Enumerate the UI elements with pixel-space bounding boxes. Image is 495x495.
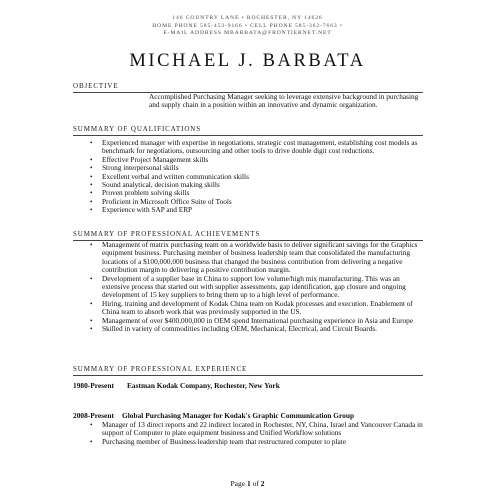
role-title: Global Purchasing Manager for Kodak's Graphic Communication Group <box>122 411 355 420</box>
qualifications-list <box>73 139 425 215</box>
bullet-icon: • <box>90 421 93 429</box>
footer-current-page: 1 <box>246 479 251 488</box>
experience-list <box>73 421 425 446</box>
list-item: • Proven problem solving skills <box>90 188 190 198</box>
contact-block <box>0 15 495 38</box>
bullet-icon: • <box>90 316 93 325</box>
footer-page-label: Page <box>230 479 246 488</box>
list-item: • Experienced manager with expertise in negotiations, strategic cost management, establishing cost models as benchmark for negotiations, outsourcing and other tools to drive double digit cost reductions. <box>90 138 418 156</box>
list-item: • Management of over $400,000,000 in OEM spend International purchasing experience in Asia and Europe <box>90 315 414 325</box>
bullet-icon: • <box>90 155 93 164</box>
section-title-objective: OBJECTIVE <box>73 82 423 93</box>
list-item: • Skilled in variety of commodities including OEM, Mechanical, Electrical, and Circuit Boards. <box>90 324 377 334</box>
footer-total-pages: 2 <box>260 479 265 488</box>
section-title-qualifications: SUMMARY OF QUALIFICATIONS <box>73 125 423 136</box>
footer-of-label: of <box>252 479 259 488</box>
employer-date: 1980-Present <box>73 381 114 390</box>
role-date: 2008-Present <box>73 411 114 420</box>
contact-email: E-MAIL ADDRESS MBARBATA@FRONTIERNET.NET <box>163 30 332 36</box>
bullet-icon: • <box>90 437 93 446</box>
list-item: • Proficient in Microsoft Office Suite of Tools <box>90 196 232 206</box>
list-item: • Experience with SAP and ERP <box>90 205 193 215</box>
candidate-name: MICHAEL J. BARBATA <box>129 51 366 71</box>
list-item: • Development of a supplier base in China to support low volume/high mix manufacturing. This was an extensive process that started out with supplier assessments, gap identification, gap closure and ongoing development of 15 key suppliers to bring them up to a high level of performance. <box>90 273 406 300</box>
section-title-achievements: SUMMARY OF PROFESSIONAL ACHIEVEMENTS <box>73 230 423 241</box>
list-item: • Manager of 13 direct reports and 22 indirect located in Rochester, NY, China, Israel and Vancouver Canada in support of Computer to plate equipment business and Unified Workflow solutions <box>90 420 423 438</box>
achievements-list <box>73 241 425 333</box>
employer-line <box>73 381 425 390</box>
bullet-icon: • <box>90 189 93 198</box>
bullet-icon: • <box>90 139 93 147</box>
bullet-icon: • <box>90 206 93 215</box>
bullet-icon: • <box>90 241 93 249</box>
page-footer <box>0 479 495 488</box>
employer-name: Eastman Kodak Company, Rochester, New York <box>127 381 280 390</box>
section-title-experience: SUMMARY OF PROFESSIONAL EXPERIENCE <box>73 365 423 376</box>
bullet-icon: • <box>90 325 93 334</box>
list-item: • Sound analytical, decision making skills <box>90 180 220 190</box>
list-item: • Excellent verbal and written communication skills <box>90 171 249 181</box>
bullet-icon: • <box>90 172 93 181</box>
objective-text: Accomplished Purchasing Manager seeking to leverage extensive background in purchasing and supply chain in a position within an innovative and dynamic organization. <box>149 92 419 110</box>
bullet-icon: • <box>90 197 93 206</box>
role-line <box>73 411 425 420</box>
list-item: • Strong interpersonal skills <box>90 163 179 173</box>
contact-phones: HOME PHONE 585-453-9166 • CELL PHONE 585-362-7663 • <box>152 22 343 29</box>
bullet-icon: • <box>90 274 93 283</box>
bullet-icon: • <box>90 164 93 173</box>
contact-address: 146 COUNTRY LANE • ROCHESTER, NY 14626 <box>172 15 323 21</box>
list-item: • Effective Project Management skills <box>90 154 209 164</box>
list-item: • Hiring, training and development of Kodak China team on Kodak processes and execution. Enablement of China team to absorb work that was previously supported in the US. <box>90 298 413 317</box>
list-item: • Purchasing member of Business leadership team that restructured computer to plate <box>90 436 346 446</box>
list-item: • Management of matrix purchasing team on a worldwide basis to deliver significant savings for the Graphics equipment business. Purchasing member of business leadership team that consolidated the manufacturing locations of a $100,000,000 business that changed the business contribution from delivering a negative contribution margin to delivering a positive contribution margin. <box>90 240 418 275</box>
bullet-icon: • <box>90 181 93 190</box>
bullet-icon: • <box>90 299 93 308</box>
